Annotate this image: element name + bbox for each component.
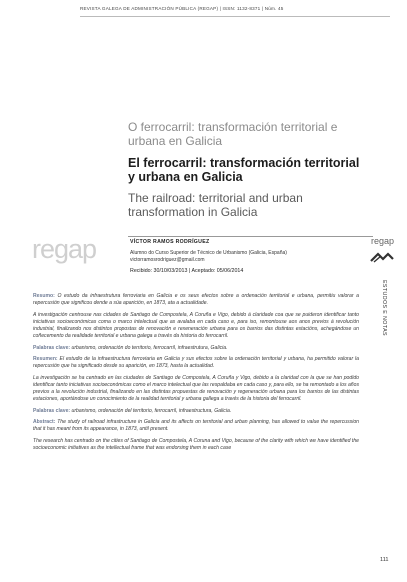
abstract-text: The study of railroad infrastructure in Galicia and its affects on territorial and urban planning, has allowed to value the repercussion that it has meant from its appearance, in 1873, until present.: [33, 418, 360, 433]
author-rule: [128, 236, 373, 237]
palabras-label: Palabras clave:: [33, 344, 71, 351]
abstract-paragraph-2: The research has centrado on the cities of Santiago de Compostela, A Coruna and Vigo, because of the clarity with which we have identified the socioeconomic initiatives as the intellectual frame that was endorsing them in each case: [33, 437, 359, 451]
resumo-paragraph-2: A investigación centrouse nas cidades de Santiago de Compostela, A Coruña e Vigo, debido á claridade coa que se puideron identificar tanto iniciativas socioeconómicas coma o marco intelectual que as avalaba en cada caso e, para iso, remontouse aos anos previos á revolución industrial, finalizando nos distintos propostas de renovación e rexeneración urbana para os barrios das distintas estacións, achegándose un coñecemento da realidade territorial e urbana galega a través da historia do ferrocarril.: [33, 311, 359, 340]
resumo-paragraph: [33, 293, 359, 307]
side-regap-logo: regap: [371, 236, 395, 246]
regap-logo: regap: [32, 234, 97, 264]
journal-header: REVISTA GALEGA DE ADMINISTRACIÓN PÚBLICA (REGAP) | ISSN: 1132-8371 | Núm. 45: [80, 6, 284, 11]
author-email[interactable]: victorramosrodriguez@gmail.com: [130, 257, 205, 263]
palabras-paragraph: [33, 345, 359, 352]
title-english: The railroad: territorial and urban transformation in Galicia: [128, 191, 303, 219]
received-accepted-dates: Recibido: 30/10/03/2013 | Aceptado: 05/06/2014: [130, 268, 244, 274]
resumen-paragraph-2: La investigación se ha centrado en las ciudades de Santiago de Compostela, A Coruña y Vigo, debido a la claridad con la que se han podido identificar tanto iniciativas socioeconómicas como el marco intelectual que las respaldaba en cada caso y, para ello, se ha remontado a los años previos a la revolución industrial, finalizando en las distintas propuestas de renovación y regeneración urbana para los barrios de las distintas estaciones, aportándose un conocimiento de la realidad territorial y urbana gallega a través de la historia del ferrocarril.: [33, 374, 359, 403]
abstract-body: [33, 293, 359, 456]
title-gallego: O ferrocarril: transformación territorial e urbana en Galicia: [128, 120, 338, 148]
claves-text: urbanismo, ordenación del territorio, ferrocarril, infraestructura, Galicia.: [71, 407, 232, 414]
claves-label: Palabras clave:: [33, 407, 71, 414]
palabras-text: urbanismo, ordenación do territorio, ferrocarril, infraestrutura, Galicia.: [71, 344, 228, 351]
resumen-label: Resumen:: [33, 355, 58, 362]
title-spanish: El ferrocarril: transformación territorial y urbana en Galicia: [128, 156, 360, 184]
author-affiliation: [130, 250, 350, 264]
abstract-paragraph: [33, 419, 359, 433]
author-name: VÍCTOR RAMOS RODRÍGUEZ: [130, 239, 210, 245]
abstract-label: Abstract:: [33, 418, 56, 425]
resumo-label: Resumo:: [33, 293, 55, 299]
header-rule: [80, 16, 390, 17]
resumo-text: O estudo da infraestrutura ferroviaria en Galicia e os seus efectos sobre a ordenación territorial e urbana, permitiu valorar a repercusión que significou dende a súa aparición, en 1873, ata a actualidade.: [33, 293, 359, 307]
resumen-paragraph: [33, 356, 359, 370]
section-label: ESTUDOS E NOTAS: [381, 280, 387, 336]
affiliation-text: Alumno do Curso Superior de Técnico de Urbanismo (Galicia, España): [130, 250, 287, 256]
regap-mark-icon: [370, 251, 394, 263]
resumen-text: El estudio de la infraestructura ferroviaria en Galicia y sus efectos sobre la ordenación territorial y urbana, ha permitido valorar la repercusión que ha significado desde su aparición, en 1873, hasta la actualidad.: [33, 355, 360, 370]
page-number: 111: [380, 557, 389, 563]
claves-paragraph: [33, 408, 359, 415]
